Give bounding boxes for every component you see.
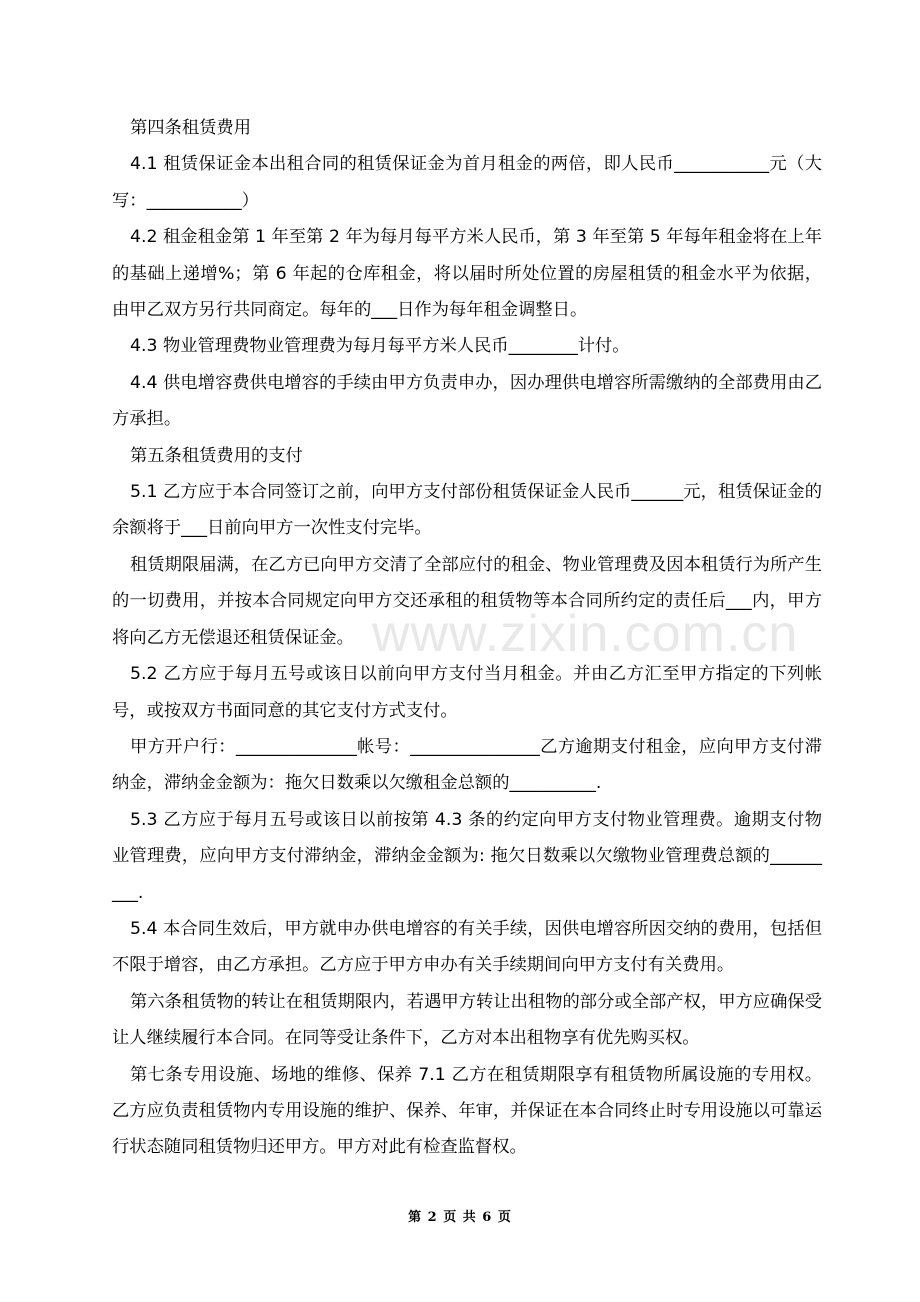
clause-5-1-deposit-refund: 租赁期限届满，在乙方已向甲方交清了全部应付的租金、物业管理费及因本租赁行为所产生的一切费用，并按本合同规定向甲方交还承租的租赁物等本合同所约定的责任后___内，甲方将向乙方无偿退还租赁保证金。 [112, 554, 822, 648]
clause-5-1: 5.1 乙方应于本合同签订之前，向甲方支付部份租赁保证金人民币______元，租赁保证金的余额将于___日前向甲方一次性支付完毕。 [112, 482, 822, 539]
article-7: 第七条专用设施、场地的维修、保养 7.1 乙方在租赁期限享有租赁物所属设施的专用权。乙方应负责租赁物内专用设施的维护、保养、年审，并保证在本合同终止时专用设施以可靠运行状态随同租赁物归还甲方。甲方对此有检查监督权。 [112, 1064, 822, 1158]
clause-5-3: 5.3 乙方应于每月五号或该日以前按第 4.3 条的约定向甲方支付物业管理费。逾期支付物业管理费，应向甲方支付滞纳金，滞纳金金额为: 拖欠日数乘以欠缴物业管理费总额的_________. [112, 809, 822, 903]
clause-4-4: 4.4 供电增容费供电增容的手续由甲方负责申办，因办理供电增容所需缴纳的全部费用由乙方承担。 [112, 372, 822, 430]
clause-5-2-bank-account: 甲方开户行：______________帐号：_______________乙方逾期支付租金，应向甲方支付滞纳金，滞纳金金额为：拖欠日数乘以欠缴租金总额的__________. [112, 736, 822, 794]
watermark: www.zixin.com.cn [372, 605, 799, 663]
article-5-heading: 第五条租赁费用的支付 [130, 445, 303, 466]
clause-4-1: 4.1 租赁保证金本出租合同的租赁保证金为首月租金的两倍，即人民币___________元（大写：___________） [112, 154, 822, 211]
page-footer: 第 2 页 共 6 页 [408, 1210, 512, 1225]
clause-4-2: 4.2 租金租金第 1 年至第 2 年为每月每平方米人民币，第 3 年至第 5 年每年租金将在上年的基础上递增%；第 6 年起的仓库租金，将以届时所处位置的房屋租赁的租金水平为依据，由甲乙双方另行共同商定。每年的___日作为每年租金调整日。 [112, 227, 822, 321]
clause-5-2: 5.2 乙方应于每月五号或该日以前向甲方支付当月租金。并由乙方汇至甲方指定的下列帐号，或按双方书面同意的其它支付方式支付。 [112, 664, 822, 721]
article-4-heading: 第四条租赁费用 [130, 118, 251, 138]
clause-5-4: 5.4 本合同生效后，甲方就申办供电增容的有关手续，因供电增容所因交纳的费用，包括但不限于增容，由乙方承担。乙方应于甲方申办有关手续期间向甲方支付有关费用。 [112, 918, 822, 976]
clause-4-3: 4.3 物业管理费物业管理费为每月每平方米人民币________计付。 [130, 336, 630, 357]
document-body [112, 110, 822, 1166]
article-6: 第六条租赁物的转让在租赁期限内，若遇甲方转让出租物的部分或全部产权，甲方应确保受让人继续履行本合同。在同等受让条件下，乙方对本出租物享有优先购买权。 [112, 991, 822, 1049]
